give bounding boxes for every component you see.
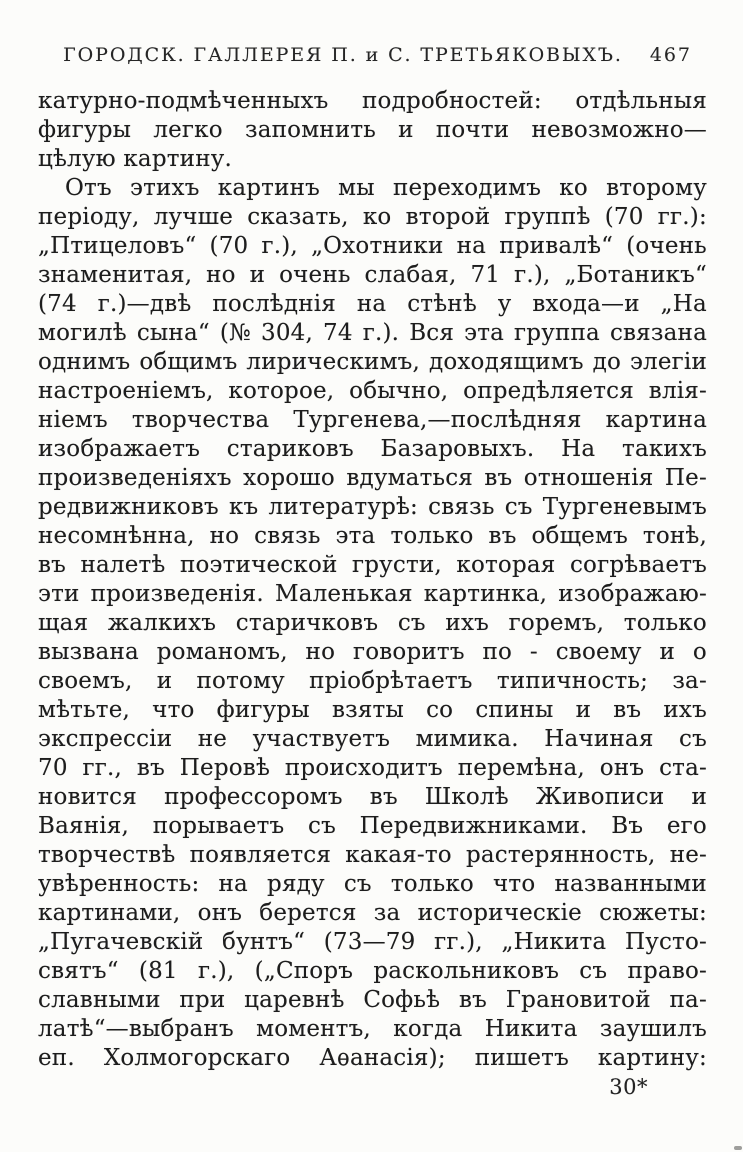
text-line: редвижниковъ къ литературѣ: связь съ Тургеневымъ	[38, 494, 707, 520]
text-line: Отъ этихъ картинъ мы переходимъ ко второму	[65, 175, 707, 201]
text-line: несомнѣнна, но связь эта только въ общемъ тонѣ,	[38, 523, 707, 549]
text-line: однимъ общимъ лирическимъ, доходящимъ до элегіи	[38, 349, 707, 375]
text-line: фигуры легко запомнить и почти невозможно—	[38, 117, 707, 143]
text-line: (74 г.)—двѣ послѣднія на стѣнѣ у входа—и „На	[38, 291, 707, 317]
text-line: славными при царевнѣ Софьѣ въ Грановитой па-	[38, 987, 707, 1013]
scan-artifact-speck	[734, 1146, 742, 1150]
page-body	[38, 87, 707, 1073]
text-line: вызвана романомъ, но говоритъ по - своему и о	[38, 639, 707, 665]
text-line: увѣренность: на ряду съ только что названными	[38, 871, 707, 897]
running-header	[6, 44, 743, 66]
header-title: ГОРОДСК. ГАЛЛЕРЕЯ П. и С. ТРЕТЬЯКОВЫХЪ.	[63, 44, 623, 66]
text-line: „Птицеловъ“ (70 г.), „Охотники на привалѣ“ (очень	[38, 233, 707, 259]
text-line: цѣлую картину.	[38, 146, 232, 172]
text-line: періоду, лучше сказать, ко второй группѣ (70 гг.):	[38, 204, 707, 230]
text-line: щая жалкихъ старичковъ съ ихъ горемъ, только	[38, 610, 707, 636]
text-line: могилѣ сына“ (№ 304, 74 г.). Вся эта группа связана	[38, 320, 707, 346]
text-line: картинами, онъ берется за историческіе сюжеты:	[38, 900, 707, 926]
text-line: ніемъ творчества Тургенева,—послѣдняя картина	[38, 407, 707, 433]
text-line: „Пугачевскій бунтъ“ (73—79 гг.), „Никита Пусто-	[38, 929, 707, 955]
text-line: знаменитая, но и очень слабая, 71 г.), „Ботаникъ“	[38, 262, 707, 288]
header-page-number: 467	[649, 44, 692, 66]
text-line: Ваянія, порываетъ съ Передвижниками. Въ его	[38, 813, 707, 839]
text-line: творчествѣ появляется какая-то растерянность, не-	[38, 842, 707, 868]
text-line: 70 гг., въ Перовѣ происходитъ перемѣна, онъ ста-	[38, 755, 707, 781]
text-line: произведеніяхъ хорошо вдуматься въ отношенія Пе-	[38, 465, 707, 491]
text-line: настроеніемъ, которое, обычно, опредѣляется влія-	[38, 378, 707, 404]
text-line: мѣтьте, что фигуры взяты со спины и въ ихъ	[38, 697, 707, 723]
text-line: изображаетъ стариковъ Базаровыхъ. На такихъ	[38, 436, 707, 462]
text-line: эти произведенія. Маленькая картинка, изображаю-	[38, 581, 707, 607]
text-line: экспрессіи не участвуетъ мимика. Начиная съ	[38, 726, 707, 752]
text-line: новится профессоромъ въ Школѣ Живописи и	[38, 784, 707, 810]
text-line: латѣ“—выбранъ моментъ, когда Никита заушилъ	[38, 1016, 707, 1042]
signature-mark: 30*	[609, 1075, 648, 1099]
text-line: въ налетѣ поэтической грусти, которая согрѣваетъ	[38, 552, 707, 578]
text-line: святъ“ (81 г.), („Споръ раскольниковъ съ право-	[38, 958, 707, 984]
text-line: своемъ, и потому пріобрѣтаетъ типичность; за-	[38, 668, 707, 694]
text-line: катурно-подмѣченныхъ подробностей: отдѣльныя	[38, 88, 707, 114]
text-line: еп. Холмогорскаго Аѳанасія); пишетъ картину:	[38, 1045, 707, 1071]
